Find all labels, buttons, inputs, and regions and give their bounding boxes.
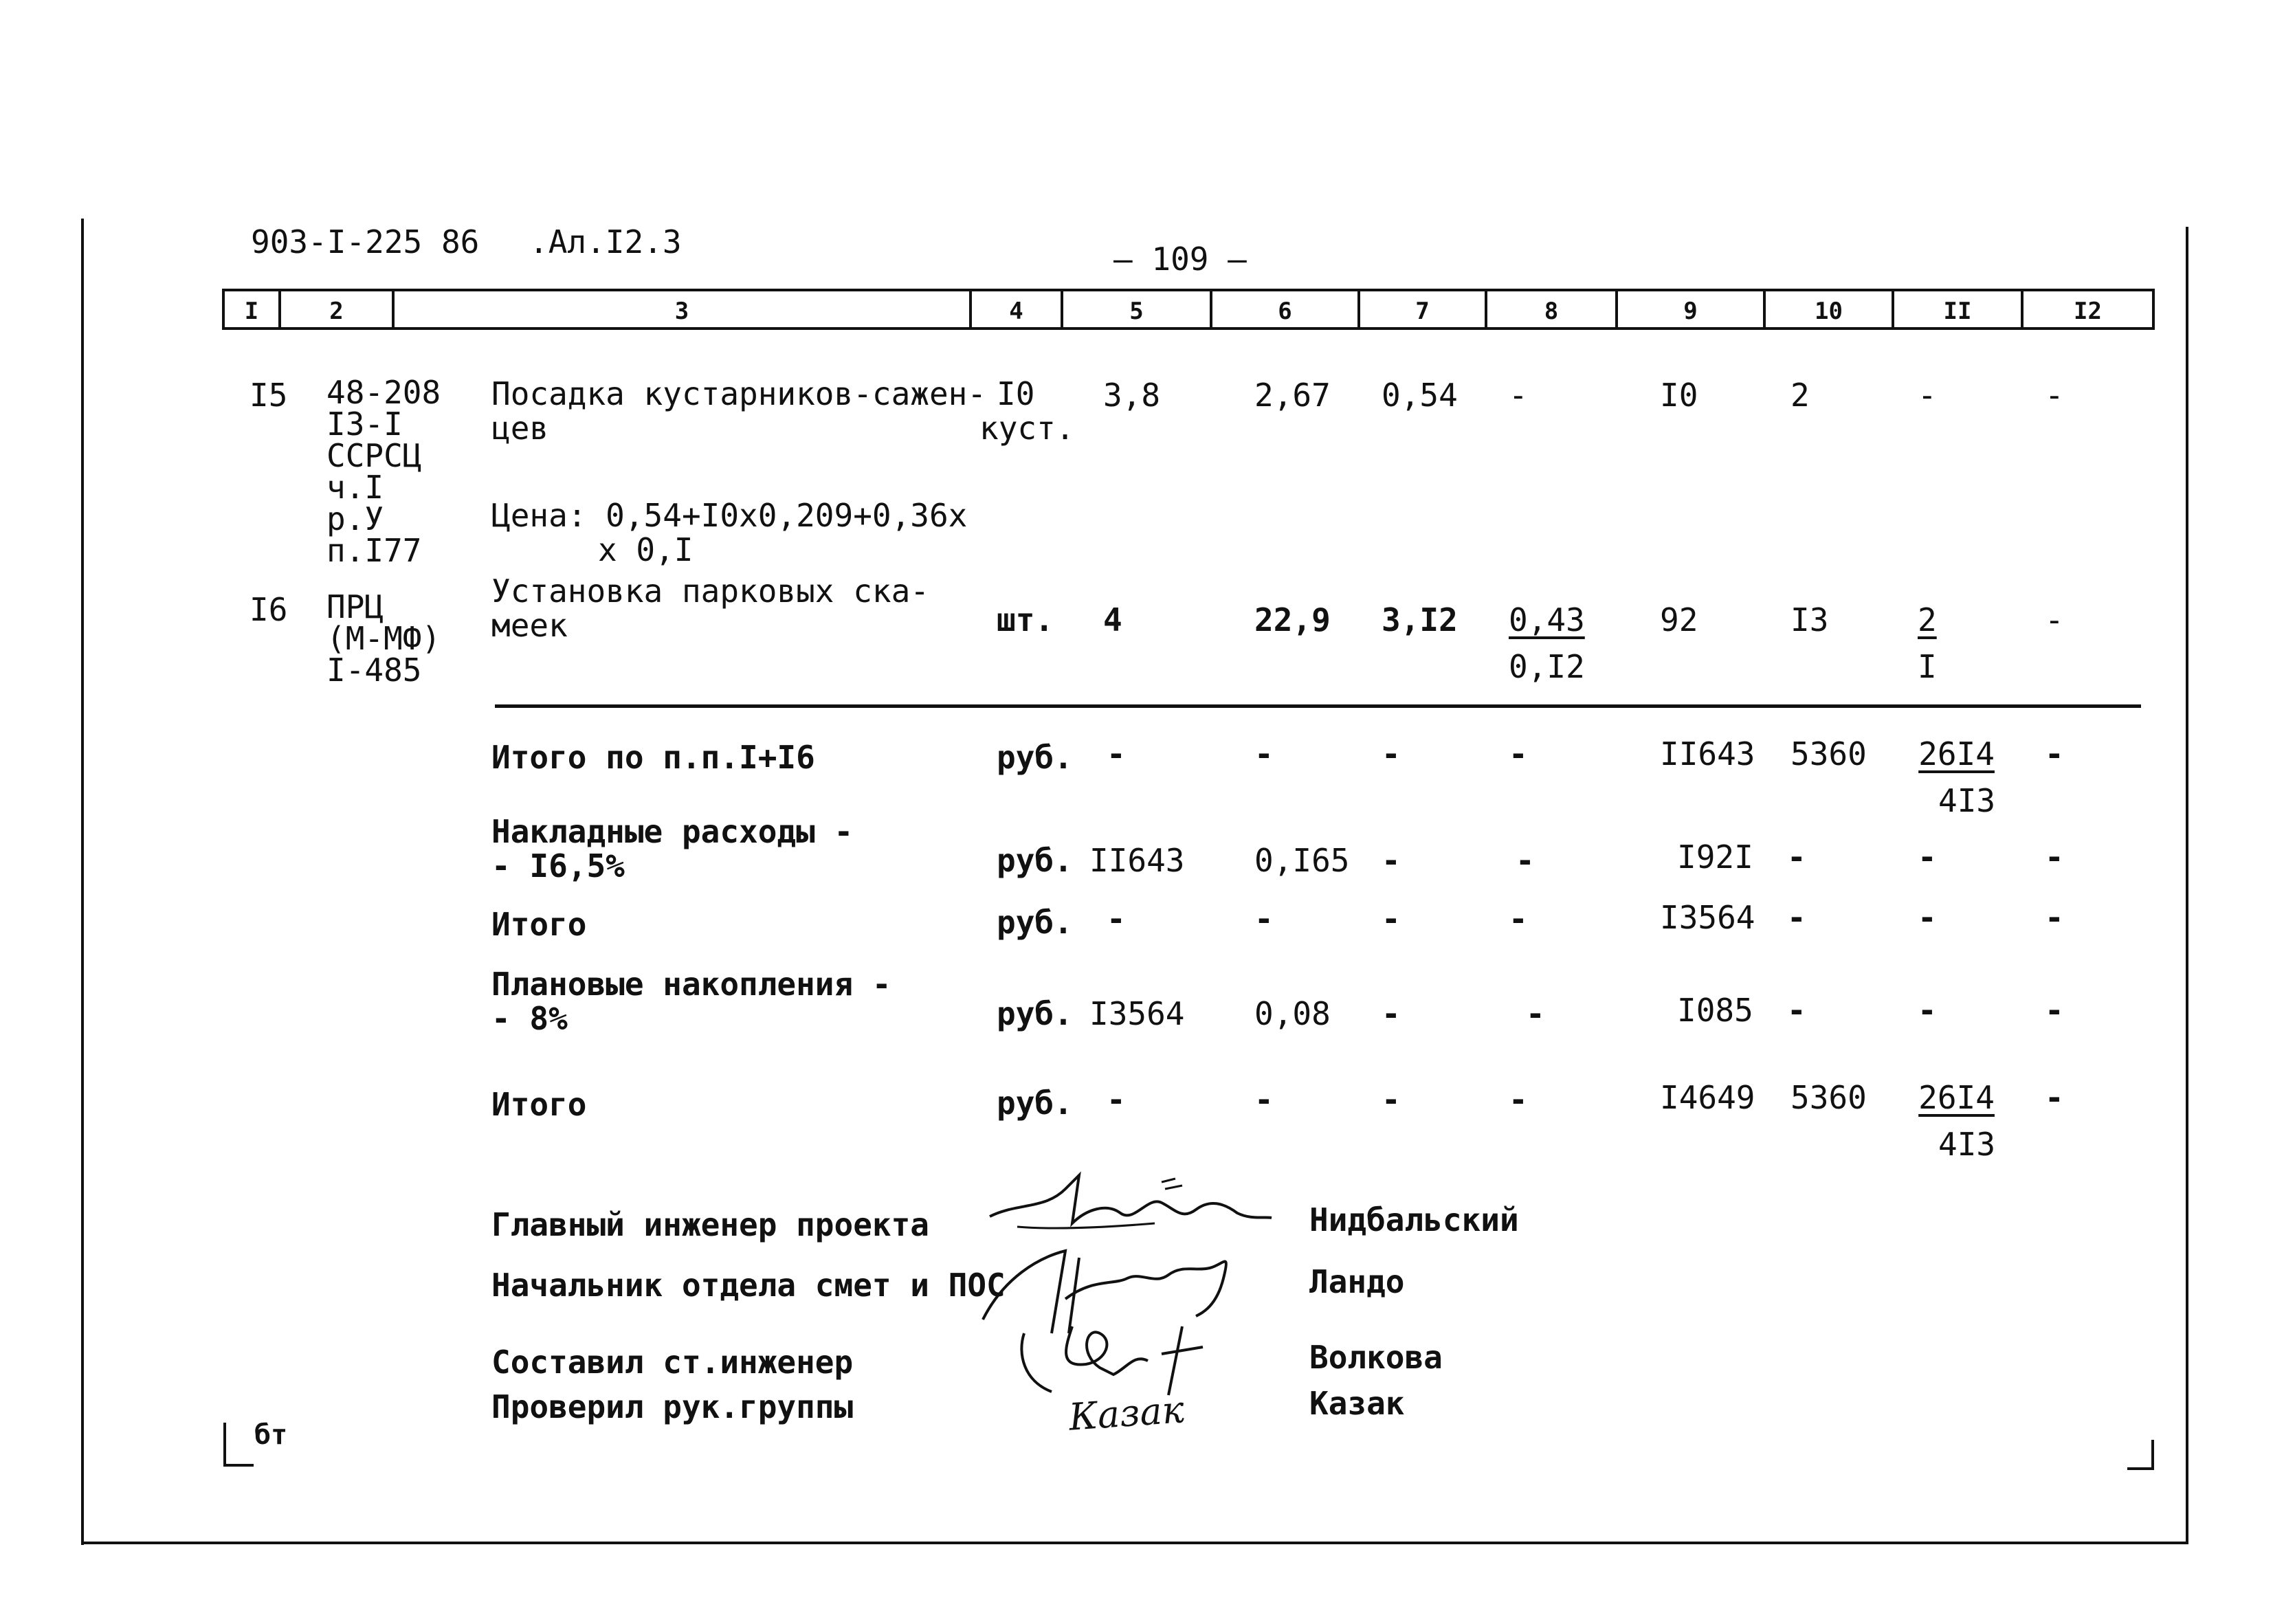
signature-role: Проверил рук.группы [491,1388,854,1425]
cell-c9: I3564 [1660,899,1755,936]
cell-c8: - [1509,735,1528,772]
cell-c7: 0,54 [1382,377,1458,414]
cell-c5: I3564 [1089,995,1185,1032]
unit: руб. [997,739,1073,776]
cell-c7: - [1382,842,1401,879]
column-number: I [244,298,259,325]
cell-c6: - [1254,1081,1274,1118]
cell-c9: I4649 [1660,1079,1755,1116]
column-number: 5 [1129,298,1144,325]
cell-c6: - [1254,735,1274,772]
cell-c12: - [2045,992,2064,1029]
unit: руб. [997,995,1073,1032]
cell-c7: - [1382,995,1401,1032]
unit: руб. [997,842,1073,879]
cell-c11-fraction: $\frac{26I4}{4I3}$ [1918,1079,1996,1163]
cell-c7: 3,I2 [1382,601,1458,638]
cell-c5: 3,8 [1103,377,1161,414]
column-number: II [1943,298,1972,325]
row-number: I5 [250,377,288,414]
planned-label: Плановые накопления - - 8% [491,966,891,1037]
overhead-label: Накладные расходы - - I6,5% [491,813,854,885]
cell-c10: 2 [1790,377,1810,414]
cell-c12: - [2045,1079,2064,1116]
doc-code: 903-I-225 86 [251,223,480,260]
cell-c6: 22,9 [1254,601,1331,638]
cell-c8: - [1516,842,1535,879]
cell-c9: I085 [1677,992,1753,1029]
cell-c6: 2,67 [1254,377,1331,414]
work-name: Установка парковых ска- меек [491,572,929,644]
corner-mark [223,1423,254,1467]
unit: руб. [997,904,1073,941]
corner-mark-label: бт [254,1419,288,1451]
cell-c6: 0,I65 [1254,842,1350,879]
cell-c10: 5360 [1790,735,1867,772]
cell-c8: - [1526,995,1545,1032]
row-number: I6 [250,591,288,628]
signature-role: Главный инженер проекта [491,1206,929,1243]
column-number: 3 [674,298,689,325]
cell-c9: I0 [1660,377,1698,414]
total-label: Итого [491,906,587,943]
cell-c7: - [1382,735,1401,772]
cell-c7: - [1382,900,1401,937]
signature-name: Казак [1309,1385,1405,1422]
column-number: 4 [1009,298,1023,325]
frame-bottom-border [81,1542,2188,1544]
cell-c6: 0,08 [1254,995,1331,1032]
cell-c10: I3 [1790,601,1829,638]
cell-c5: - [1107,1081,1126,1118]
norm-code: 48-208 I3-I ССРСЦ ч.I р.У п.I77 [326,374,441,569]
column-number: 10 [1815,298,1843,325]
cell-c5: II643 [1089,842,1185,879]
unit: руб. [997,1084,1073,1122]
cell-c11: - [1918,377,1937,414]
album-ref: .Ал.I2.3 [529,223,682,260]
cell-c12: - [2045,377,2064,414]
column-number: I2 [2074,298,2102,325]
total-label: Итого по п.п.I+I6 [491,739,815,776]
cell-c10: 5360 [1790,1079,1867,1116]
cell-c12: - [2045,899,2064,936]
cell-c11-fraction: $\frac{26I4}{4I3}$ [1918,735,1996,819]
column-number: 2 [329,298,344,325]
signature-name: Ландо [1309,1263,1405,1300]
cell-c8-fraction: $\frac{0,43}{0,I2}$ [1509,601,1585,685]
column-number: 7 [1415,298,1430,325]
column-number: 8 [1544,298,1559,325]
unit: шт. [997,601,1054,638]
cell-c11: - [1918,838,1937,876]
column-number: 6 [1278,298,1292,325]
frame-right-border [2186,227,2188,1543]
norm-code: ПРЦ (М-МФ) I-485 [326,588,441,689]
price-formula: Цена: 0,54+I0х0,209+0,36х х 0,I [491,497,968,568]
signature-role: Составил ст.инженер [491,1344,854,1381]
frame-left-border [81,219,84,1545]
total-label: Итого [491,1086,587,1123]
cell-c5: - [1107,735,1126,772]
cell-c5: - [1107,900,1126,937]
work-name: Посадка кустарников-сажен- цев [491,375,987,447]
cell-c10: - [1787,838,1806,876]
cell-c9: I92I [1677,838,1753,876]
cell-c11-fraction: $\frac{2}{I}$ [1918,601,1937,685]
cell-c9: 92 [1660,601,1698,638]
cell-c11: - [1918,899,1937,936]
signature-role: Начальник отдела смет и ПОС [491,1267,1006,1304]
signature-name: Волкова [1309,1339,1443,1376]
cell-c7: - [1382,1081,1401,1118]
unit: I0 куст. [979,375,1075,447]
cell-c10: - [1787,899,1806,936]
cell-c8: - [1509,1081,1528,1118]
cell-c10: - [1787,992,1806,1029]
cell-c12: - [2045,735,2064,772]
cell-c12: - [2045,838,2064,876]
signature-name: Нидбальский [1309,1201,1519,1238]
cell-c6: - [1254,900,1274,937]
cell-c9: II643 [1660,735,1755,772]
column-number: 9 [1683,298,1698,325]
cell-c12: - [2045,601,2064,638]
handwritten-signature-kazak: Казак [1067,1388,1186,1439]
page-number: — 109 — [1113,241,1247,278]
cell-c8: - [1509,377,1528,414]
cell-c11: - [1918,992,1937,1029]
corner-mark-right [2127,1440,2154,1470]
cell-c5: 4 [1103,601,1122,638]
totals-separator [495,704,2141,708]
cell-c8: - [1509,900,1528,937]
